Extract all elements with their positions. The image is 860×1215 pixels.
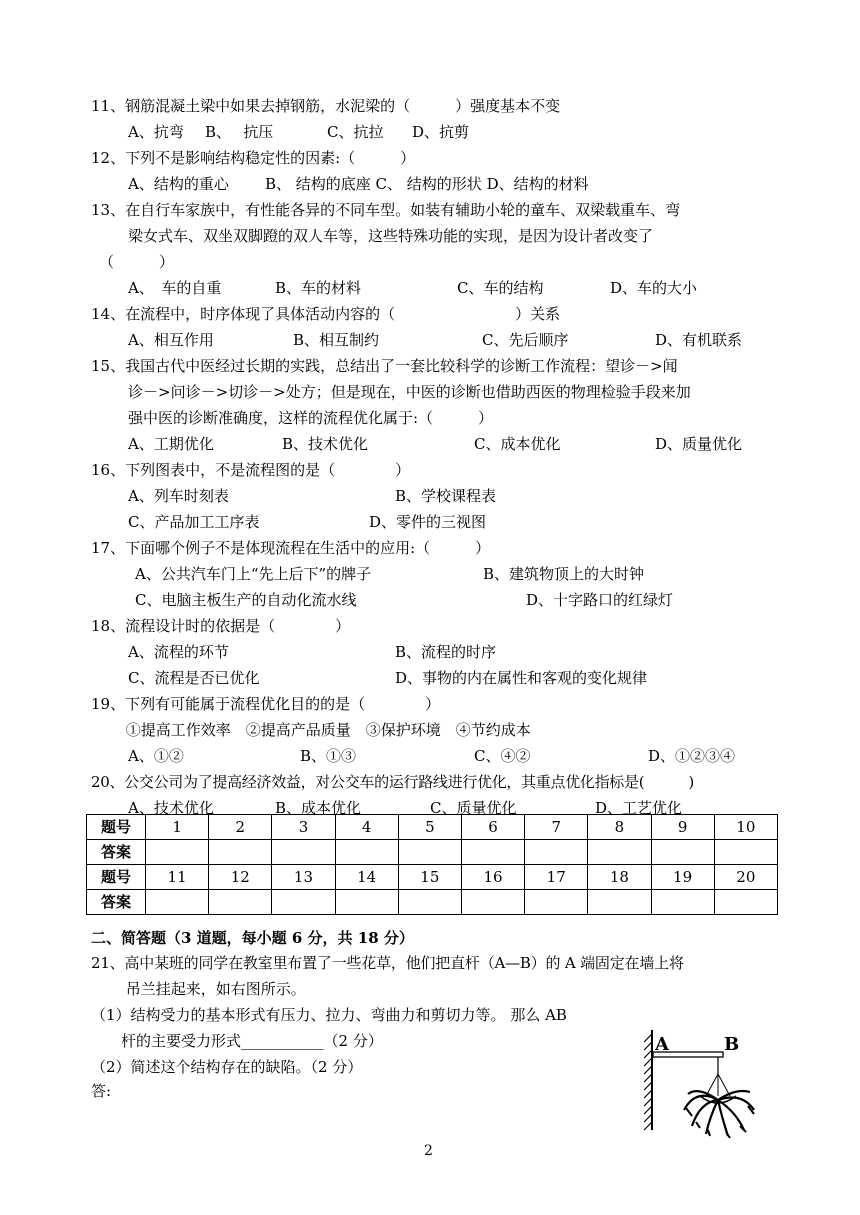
- question-stem-line: （ ）: [99, 253, 175, 271]
- option-a: A、技术优化: [128, 799, 214, 817]
- answer-cell[interactable]: [461, 840, 524, 865]
- option-a: A、工期优化: [128, 435, 214, 453]
- option-c: C、质量优化: [430, 799, 517, 817]
- table-cell: 13: [272, 865, 335, 890]
- option-d: D、车的大小: [610, 279, 698, 297]
- rod-plant-figure: [636, 1030, 786, 1140]
- answer-cell[interactable]: [525, 890, 588, 915]
- table-cell: 16: [461, 865, 524, 890]
- question-stem-line: 15、我国古代中医经过长期的实践，总结出了一套比较科学的诊断工作流程：望诊－>闻: [91, 357, 678, 375]
- option-b: B、 抗压: [205, 123, 274, 141]
- option-c: C、先后顺序: [482, 331, 569, 349]
- table-cell: 4: [335, 815, 398, 840]
- question-stem: 20、公交公司为了提高经济效益，对公交车的运行路线进行优化，其重点优化指标是( ): [91, 773, 694, 791]
- question-stem-line: 13、在自行车家族中，有性能各异的不同车型。如装有辅助小轮的童车、双梁载重车、弯: [91, 201, 681, 219]
- option-a: A、①②: [128, 747, 184, 765]
- question-stem-line: 诊－>问诊－>切诊－>处方；但是现在，中医的诊断也借助西医的物理检验手段来加: [128, 383, 691, 401]
- table-cell: 2: [209, 815, 272, 840]
- answer-cell[interactable]: [525, 840, 588, 865]
- option-c: C、电脑主板生产的自动化流水线: [135, 591, 357, 609]
- answer-cell[interactable]: [335, 890, 398, 915]
- answer-cell[interactable]: [651, 890, 714, 915]
- option-a: A、抗弯: [128, 123, 184, 141]
- option-a: A、相互作用: [128, 331, 214, 349]
- question-stem: 11、钢筋混凝土梁中如果去掉钢筋，水泥梁的（ ）强度基本不变: [91, 97, 561, 115]
- option-a: A、列车时刻表: [128, 487, 229, 505]
- option-d: D、零件的三视图: [369, 513, 487, 531]
- sub-question-1: （1）结构受力的基本形式有压力、拉力、弯曲力和剪切力等。 那么 AB: [91, 1006, 567, 1024]
- table-cell: 5: [398, 815, 461, 840]
- table-cell: 10: [714, 815, 777, 840]
- answer-label: 答案: [87, 840, 146, 865]
- answer-cell[interactable]: [146, 890, 209, 915]
- option-a: A、结构的重心: [128, 175, 229, 193]
- option-a: A、公共汽车门上“先上后下”的牌子: [135, 565, 372, 583]
- table-cell: 11: [146, 865, 209, 890]
- question-stem: 19、下列有可能属于流程优化目的的是（ ）: [91, 695, 441, 713]
- hanging-plant-icon: [684, 1057, 754, 1138]
- option-b: B、建筑物顶上的大时钟: [483, 565, 645, 583]
- answer-label: 答:: [91, 1082, 112, 1100]
- answer-cell[interactable]: [588, 840, 651, 865]
- answer-cell[interactable]: [651, 840, 714, 865]
- answer-cell[interactable]: [714, 890, 777, 915]
- table-cell: 7: [525, 815, 588, 840]
- option-b: B、车的材料: [275, 279, 362, 297]
- option-d: D、十字路口的红绿灯: [526, 591, 674, 609]
- question-stem: 14、在流程中，时序体现了具体活动内容的（ ）关系: [91, 305, 561, 323]
- answer-cell[interactable]: [209, 890, 272, 915]
- answer-cell[interactable]: [398, 840, 461, 865]
- option-d: D、有机联系: [655, 331, 743, 349]
- answer-cell[interactable]: [588, 890, 651, 915]
- option-d: D、质量优化: [655, 435, 743, 453]
- option-b: B、相互制约: [293, 331, 380, 349]
- option-b: B、流程的时序: [395, 643, 497, 661]
- option-b: B、①③: [300, 747, 357, 765]
- option-c: C、产品加工工序表: [128, 513, 260, 531]
- option-b: B、成本优化: [275, 799, 362, 817]
- answer-cell[interactable]: [398, 890, 461, 915]
- table-cell: 3: [272, 815, 335, 840]
- wall-icon: [644, 1030, 652, 1130]
- option-d: D、工艺优化: [595, 799, 683, 817]
- sub-question-2: （2）简述这个结构存在的缺陷。（2 分）: [91, 1058, 363, 1076]
- option-bcd: B、 结构的底座 C、 结构的形状 D、结构的材料: [265, 175, 589, 193]
- table-row: [87, 890, 778, 915]
- option-c: C、流程是否已优化: [128, 669, 260, 687]
- option-c: C、车的结构: [457, 279, 544, 297]
- answer-cell[interactable]: [335, 840, 398, 865]
- answer-cell[interactable]: [461, 890, 524, 915]
- option-d: D、事物的内在属性和客观的变化规律: [395, 669, 648, 687]
- option-b: B、学校课程表: [395, 487, 497, 505]
- question-number-label: 题号: [87, 865, 146, 890]
- answer-cell[interactable]: [209, 840, 272, 865]
- table-cell: 9: [651, 815, 714, 840]
- question-stem: 17、下面哪个例子不是体现流程在生活中的应用:（ ）: [91, 539, 491, 557]
- label-a: A: [655, 1034, 669, 1055]
- answer-cell[interactable]: [146, 840, 209, 865]
- question-stem: 16、下列图表中，不是流程图的是（ ）: [91, 461, 411, 479]
- question-stem: 18、流程设计时的依据是（ ）: [91, 617, 351, 635]
- table-cell: 15: [398, 865, 461, 890]
- answer-table: [86, 814, 778, 915]
- table-row: [87, 865, 778, 890]
- option-b: B、技术优化: [282, 435, 369, 453]
- question-stem-line: 强中医的诊断准确度，这样的流程优化属于:（ ）: [128, 409, 494, 427]
- table-row: [87, 815, 778, 840]
- question-stem-line: 吊兰挂起来，如右图所示。: [91, 980, 306, 998]
- section-heading: 二、简答题（3 道题，每小题 6 分，共 18 分）: [91, 929, 414, 947]
- question-stem-line: 21、高中某班的同学在教室里布置了一些花草，他们把直杆（A—B）的 A 端固定在墙上将: [91, 954, 684, 972]
- table-cell: 17: [525, 865, 588, 890]
- answer-cell[interactable]: [272, 840, 335, 865]
- table-row: [87, 840, 778, 865]
- label-b: B: [724, 1034, 740, 1055]
- option-c: C、抗拉: [327, 123, 384, 141]
- option-d: D、①②③④: [648, 747, 736, 765]
- table-cell: 1: [146, 815, 209, 840]
- sub-question-1-line2: 杆的主要受力形式___________（2 分）: [91, 1032, 383, 1050]
- answer-cell[interactable]: [272, 890, 335, 915]
- answer-cell[interactable]: [714, 840, 777, 865]
- option-c: C、成本优化: [474, 435, 561, 453]
- question-stem: 12、下列不是影响结构稳定性的因素:（ ）: [91, 149, 416, 167]
- question-stem-line: 梁女式车、双坐双脚蹬的双人车等，这些特殊功能的实现，是因为设计者改变了: [128, 227, 654, 245]
- table-cell: 19: [651, 865, 714, 890]
- table-cell: 8: [588, 815, 651, 840]
- option-a: A、 车的自重: [128, 279, 222, 297]
- option-a: A、流程的环节: [128, 643, 229, 661]
- table-cell: 20: [714, 865, 777, 890]
- table-cell: 18: [588, 865, 651, 890]
- table-cell: 6: [461, 815, 524, 840]
- question-number-label: 题号: [87, 815, 146, 840]
- page-number: 2: [424, 1143, 433, 1159]
- answer-label: 答案: [87, 890, 146, 915]
- table-cell: 12: [209, 865, 272, 890]
- question-choices: ①提高工作效率 ②提高产品质量 ③保护环境 ④节约成本: [91, 721, 531, 739]
- table-cell: 14: [335, 865, 398, 890]
- option-c: C、④②: [474, 747, 531, 765]
- option-d: D、抗剪: [412, 123, 470, 141]
